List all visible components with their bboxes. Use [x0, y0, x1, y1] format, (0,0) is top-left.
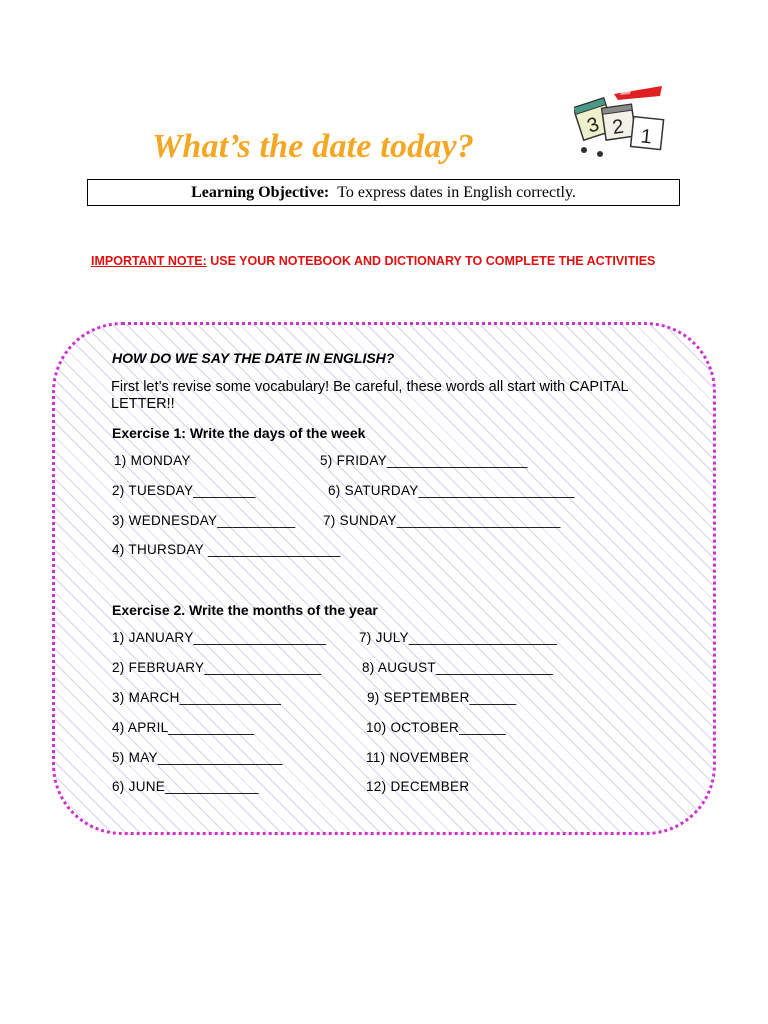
note-label: IMPORTANT NOTE: — [91, 254, 207, 268]
day-item: 2) TUESDAY________ — [112, 483, 256, 498]
month-item: 4) APRIL___________ — [112, 720, 255, 735]
day-item: 1) MONDAY — [114, 453, 191, 468]
exercise2-title: Exercise 2. Write the months of the year — [112, 602, 378, 618]
important-note — [91, 252, 691, 270]
month-item: 2) FEBRUARY_______________ — [112, 660, 322, 675]
month-item: 1) JANUARY_________________ — [112, 630, 327, 645]
month-item: 9) SEPTEMBER______ — [367, 690, 517, 705]
svg-text:2: 2 — [610, 115, 626, 139]
calendar-pages-icon — [574, 84, 674, 160]
learning-objective-box — [87, 179, 680, 206]
objective-label: Learning Objective: — [191, 183, 330, 201]
page-title: What’s the date today? — [152, 128, 475, 165]
section-intro: First let’s revise some vocabulary! Be careful, these words all start with CAPITAL LETTER!! — [111, 379, 629, 412]
month-item: 8) AUGUST_______________ — [362, 660, 554, 675]
svg-text:1: 1 — [639, 125, 653, 149]
exercise1-title: Exercise 1: Write the days of the week — [112, 425, 366, 441]
month-item: 12) DECEMBER — [366, 779, 470, 794]
day-item: 5) FRIDAY__________________ — [320, 453, 528, 468]
day-item: 6) SATURDAY____________________ — [328, 483, 575, 498]
month-item: 10) OCTOBER______ — [366, 720, 506, 735]
objective-text: To express dates in English correctly. — [337, 183, 576, 201]
day-item: 4) THURSDAY _________________ — [112, 542, 341, 557]
svg-text:3: 3 — [584, 113, 602, 138]
day-item: 3) WEDNESDAY__________ — [112, 513, 296, 528]
month-item: 5) MAY________________ — [112, 750, 283, 765]
month-item: 11) NOVEMBER — [366, 750, 470, 765]
note-text: USE YOUR NOTEBOOK AND DICTIONARY TO COMPLETE THE ACTIVITIES — [210, 254, 656, 268]
section-heading: HOW DO WE SAY THE DATE IN ENGLISH? — [112, 350, 395, 366]
day-item: 7) SUNDAY_____________________ — [323, 513, 561, 528]
month-item: 6) JUNE____________ — [112, 779, 259, 794]
month-item: 3) MARCH_____________ — [112, 690, 282, 705]
month-item: 7) JULY___________________ — [359, 630, 558, 645]
